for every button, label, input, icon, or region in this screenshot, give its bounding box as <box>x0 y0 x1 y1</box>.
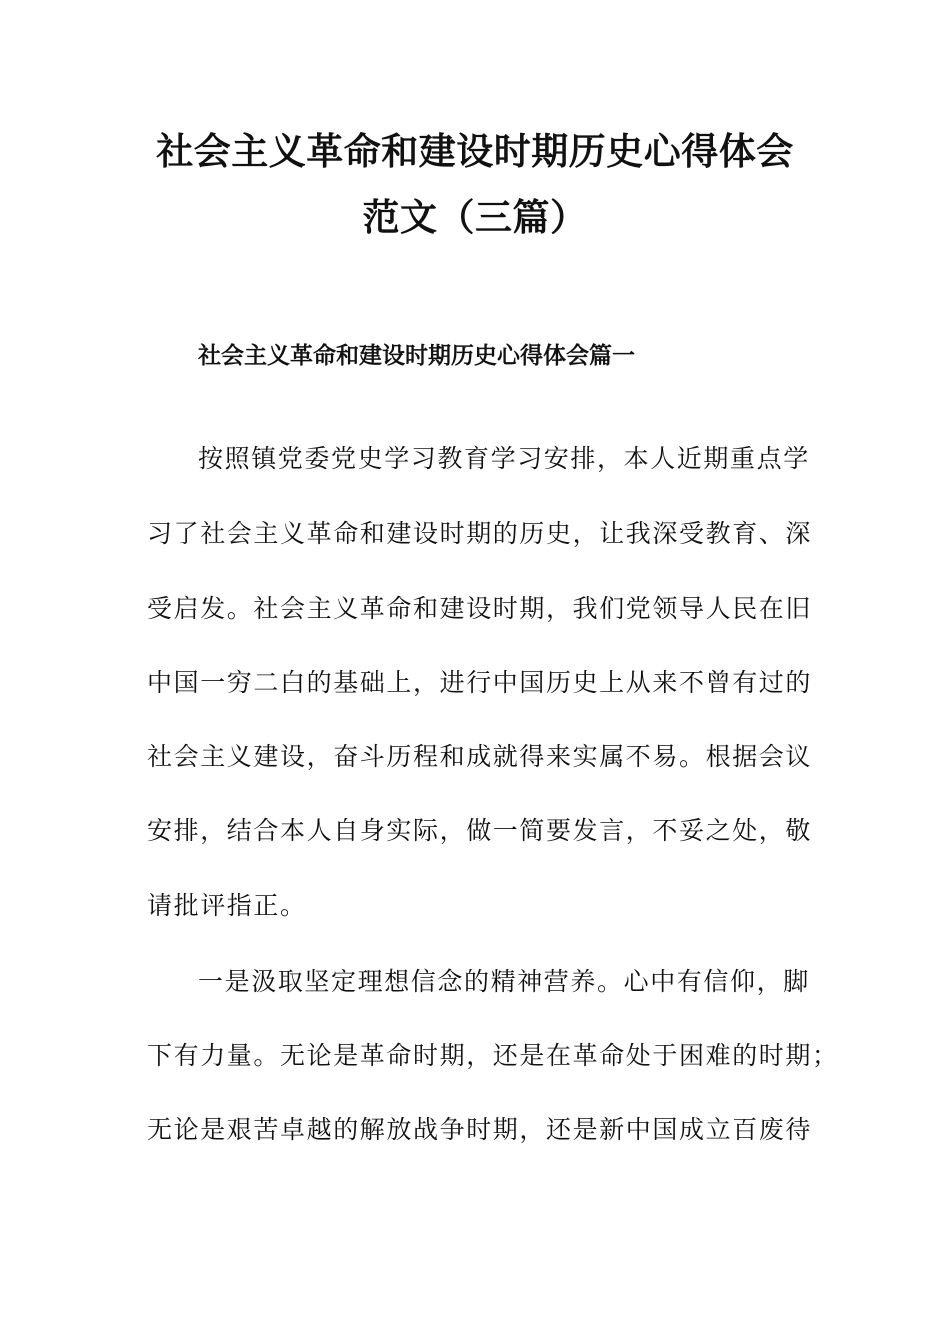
document-title-line-2: 范文（三篇） <box>362 196 588 239</box>
paragraph-line: 一是汲取坚定理想信念的精神营养。心中有信仰，脚 <box>198 967 810 996</box>
section-heading: 社会主义革命和建设时期历史心得体会篇一 <box>198 343 635 369</box>
paragraph-line: 社会主义建设，奋斗历程和成就得来实属不易。根据会议 <box>147 742 813 771</box>
paragraph-line: 请批评指正。 <box>147 891 307 920</box>
paragraph-line: 中国一穷二白的基础上，进行中国历史上从来不曾有过的 <box>147 668 813 697</box>
paragraph-line: 习了社会主义革命和建设时期的历史，让我深受教育、深 <box>147 519 813 548</box>
paragraph-line: 按照镇党委党史学习教育学习安排，本人近期重点学 <box>198 444 810 473</box>
paragraph-line: 无论是艰苦卓越的解放战争时期，还是新中国成立百废待 <box>147 1115 813 1144</box>
paragraph-line: 受启发。社会主义革命和建设时期，我们党领导人民在旧 <box>147 594 813 623</box>
paragraph-line: 安排，结合本人自身实际，做一简要发言，不妥之处，敬 <box>147 816 813 845</box>
paragraph-line: 下有力量。无论是革命时期，还是在革命处于困难的时期； <box>147 1041 839 1070</box>
document-title-line-1: 社会主义革命和建设时期历史心得体会 <box>156 130 794 173</box>
